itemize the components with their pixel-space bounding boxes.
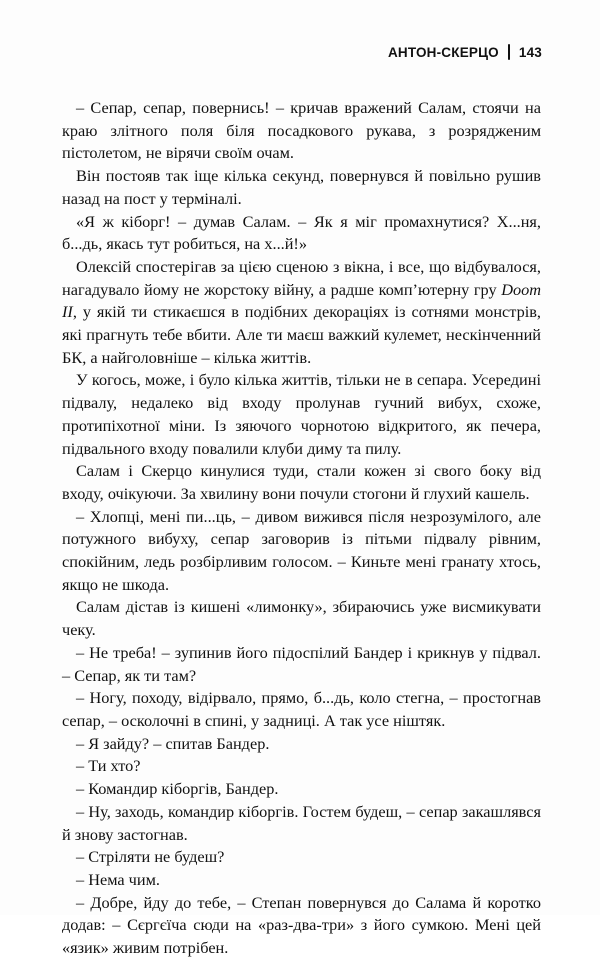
paragraph: – Стріляти не будеш?: [76, 847, 225, 867]
running-head: [388, 44, 542, 60]
paragraph: – Добре, йду до тебе, – Степан повернувся до Салама й коротко додав: – Сєргєїча сюди на «раз-два-три» з його сумкою. Мені цей «язик» живим потрібен.: [62, 892, 541, 958]
paragraph: [62, 256, 541, 370]
paragraph: У когось, може, і було кілька життів, тільки не в сепара. Усередині підвалу, недалеко від входу пролунав гучний вибух, схоже, протипіхотної міни. Із зяючого чорнотою відкритого, як печера, підвального входу повалили клуби диму та пилу.: [62, 370, 541, 458]
paragraph: «Я ж кіборг! – думав Салам. – Як я міг промахнутися? Х...ня, б...дь, якась тут робиться, на х...й!»: [62, 211, 541, 254]
paragraph: Салам і Скерцо кинулися туди, стали кожен зі свого боку від входу, очікуючи. За хвилину вони почули стогони й глухий кашель.: [62, 461, 541, 503]
paragraph: – Сепар, сепар, повернись! – кричав вражений Салам, стоячи на краю злітного поля біля посадкового рукава, з розрядженим пістолетом, не вірячи своїм очам.: [62, 98, 541, 163]
paragraph: – Не треба! – зупинив його підоспілий Бандер і крикнув у підвал. – Сепар, як ти там?: [62, 642, 541, 685]
paragraph: – Ну, заходь, командир кіборгів. Гостем будеш, – сепар закашлявся й знову застогнав.: [62, 801, 541, 844]
paragraph: Він постояв так іще кілька секунд, повернувся й повільно рушив назад на пост у терміналі.: [62, 166, 541, 208]
paragraph: – Нема чим.: [76, 869, 160, 889]
paragraph-text: , у якій ти стикаєшся в подібних декораціях із сотнями монстрів, які прагнуть тебе вбити. Але ти маєш важкий кулемет, нескінченний БК, а найголовніше – кілька життів.: [62, 302, 541, 367]
paragraph: – Командир кіборгів, Бандер.: [76, 779, 279, 799]
paragraph: – Хлопці, мені пи...ць, – дивом вижився після незрозумілого, але потужного вибуху, сепар заговорив із пітьми підвалу рівним, спокійним, ледь розбірливим голосом. – Киньте мені гранату хтось, якщо не шкода.: [62, 506, 541, 594]
paragraph: – Ти хто?: [76, 756, 141, 776]
body-text: [62, 97, 541, 960]
running-title: АНТОН-СКЕРЦО: [387, 44, 499, 60]
paragraph-text: Олексій спостерігав за цією сценою з вікна, і все, що відбувалося, нагадувало йому не жорстоку війну, а радше комп’ютерну гру: [62, 256, 541, 299]
header-separator: [508, 44, 510, 60]
paragraph: – Ногу, походу, відірвало, прямо, б...дь, коло стегна, – простогнав сепар, – осколочні в спині, у задниці. А так усе ніштяк.: [62, 688, 541, 730]
game-title: Doom II: [62, 279, 541, 322]
paragraph: Салам дістав із кишені «лимонку», збираючись уже висмикувати чеку.: [62, 597, 541, 640]
paragraph: – Я зайду? – спитав Бандер.: [76, 733, 270, 753]
page-number: 143: [518, 44, 542, 60]
